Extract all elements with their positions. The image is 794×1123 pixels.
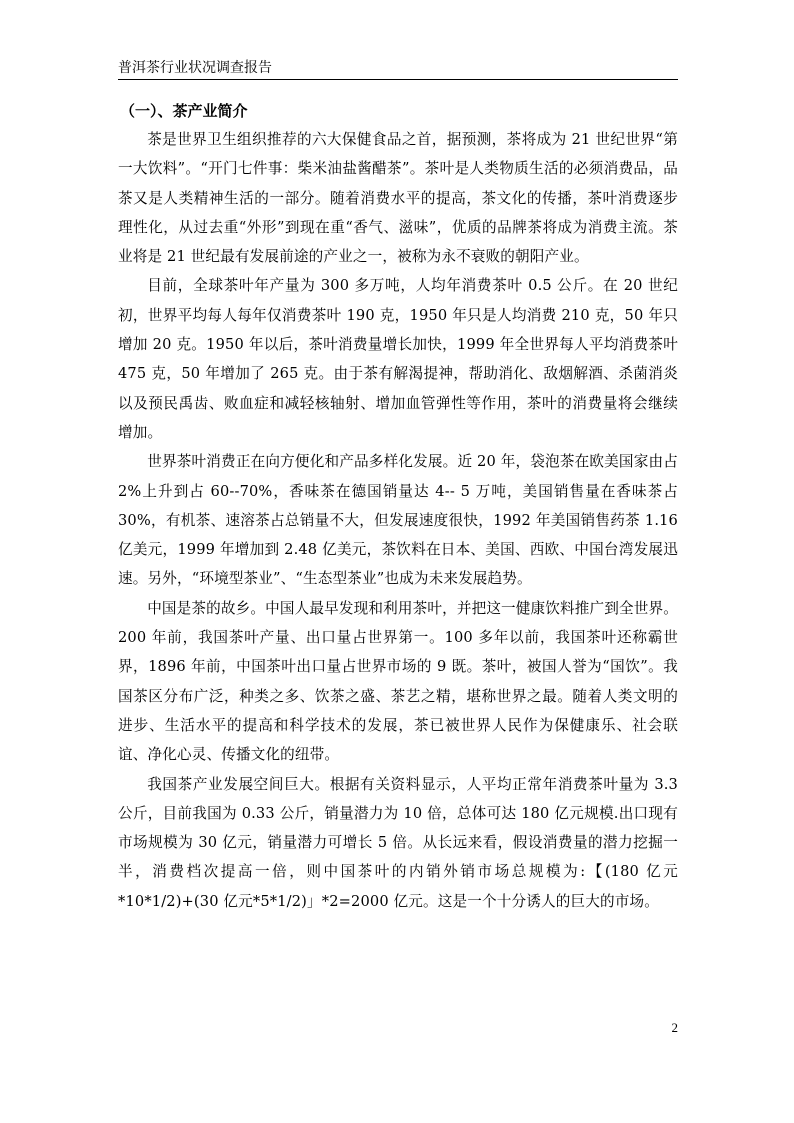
page-number: 2 bbox=[671, 1020, 678, 1035]
paragraph: 我国茶产业发展空间巨大。根据有关资料显示，人平均正常年消费茶叶量为 3.3 公斤，目前我国为 0.33 公斤，销量潜力为 10 倍，总体可达 180 亿元规模.出口现有市场规模为 30 亿元，销量潜力可增长 5 倍。从长远来看，假设消费量的潜力挖掘一半，消费档次提高一倍，则中国茶叶的内销外销市场总规模为:【(180 亿元*10*1/2)+(30 亿元*5*1/2)」*2=2000 亿元。这是一个十分诱人的巨大的市场。 bbox=[118, 775, 678, 910]
main-content bbox=[118, 97, 678, 916]
paragraph: 世界茶叶消费正在向方便化和产品多样化发展。近 20 年，袋泡茶在欧美国家由占 2%上升到占 60--70%，香味茶在德国销量达 4-- 5 万吨，美国销售量在香味茶占 30%，有机茶、速溶茶占总销量不大，但发展速度很快，1992 年美国销售药茶 1.16 亿美元，1999 年增加到 2.48 亿美元，茶饮料在日本、美国、西欧、中国台湾发展迅速。另外，“环境型茶业”、“生态型茶业”也成为未来发展趋势。 bbox=[118, 453, 678, 588]
paragraph: 目前，全球茶叶年产量为 300 多万吨，人均年消费茶叶 0.5 公斤。在 20 世纪初，世界平均每人每年仅消费茶叶 190 克，1950 年只是人均消费 210 克，50 年只增加 20 克。1950 年以后，茶叶消费量增长加快，1999 年全世界每人平均消费茶叶 475 克，50 年增加了 265 克。由于茶有解渴提神，帮助消化、敌烟解酒、杀菌消炎以及预民禹齿、败血症和减轻核轴射、增加血管弹性等作用，茶叶的消费量将会继续增加。 bbox=[118, 277, 678, 441]
paragraph: 中国是茶的故乡。中国人最早发现和利用茶叶，并把这一健康饮料推广到全世界。200 年前，我国茶叶产量、出口量占世界第一。100 多年以前，我国茶叶还称霸世界，1896 年前，中国茶叶出口量占世界市场的 9 既。茶叶，被国人誉为“国饮”。我国茶区分布广泛，种类之多、饮茶之盛、茶艺之精，堪称世界之最。随着人类文明的进步、生活水平的提高和科学技术的发展，茶已被世界人民作为保健康乐、社会联谊、净化心灵、传播文化的纽带。 bbox=[118, 599, 678, 764]
running-header: 普洱茶行业状况调查报告 bbox=[118, 57, 678, 80]
section-title: （一）、茶产业简介 bbox=[120, 102, 248, 120]
paragraph: 茶是世界卫生组织推荐的六大保健食品之首，据预测，茶将成为 21 世纪世界“第一大饮料”。“开门七件事：柴米油盐酱醋茶”。茶叶是人类物质生活的必须消费品，品茶又是人类精神生活的一部分。随着消费水平的提高，茶文化的传播，茶叶消费逐步理性化，从过去重“外形”到现在重“香气、滋味”，优质的品牌茶将成为消费主流。茶业将是 21 世纪最有发展前途的产业之一，被称为永不衰败的朝阳产业。 bbox=[118, 131, 678, 266]
